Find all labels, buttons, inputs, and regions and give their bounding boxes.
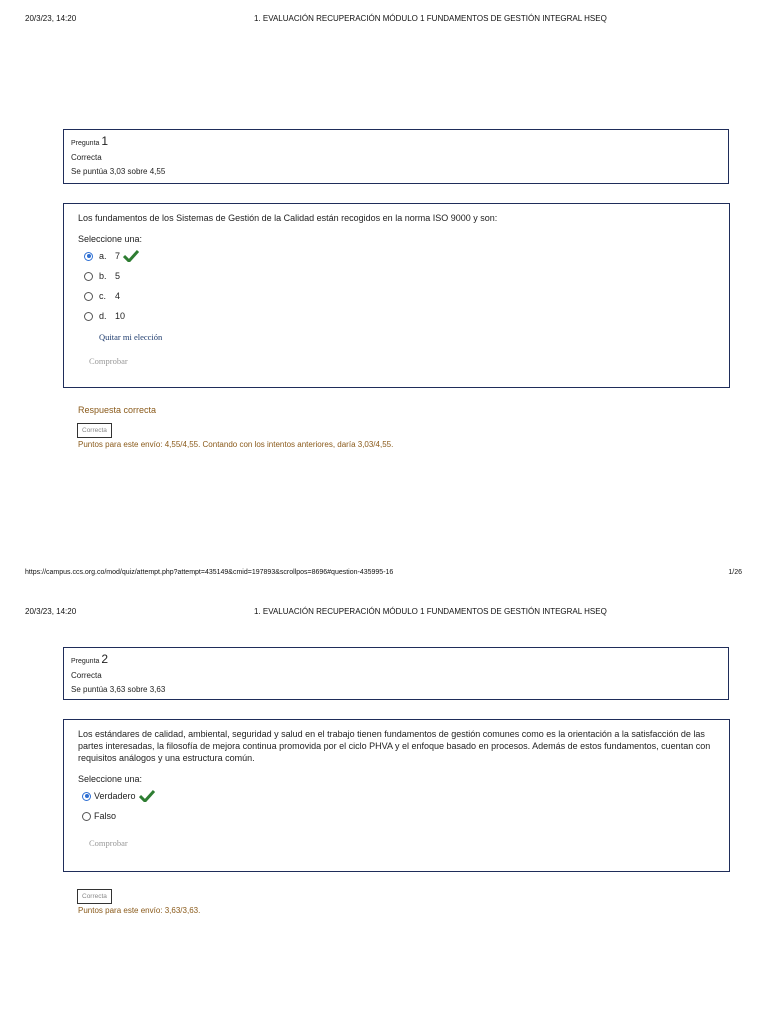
- question-number: [71, 652, 721, 666]
- option-value: 10: [115, 311, 126, 321]
- question-1-content: [63, 203, 730, 388]
- correct-check-icon: [139, 790, 155, 802]
- question-text: Los estándares de calidad, ambiental, seguridad y salud en el trabajo tienen fundamentos de gestión comunes como es la orientación a la satisfacción de las partes interesadas, la filosofía de mejora continua promovida por el ciclo PHVA y el enfoque basado en procesos. Además de estos fundamentos, cuentan con requisitos análogos y una estructura común.: [78, 729, 711, 763]
- select-label: Seleccione una:: [78, 774, 143, 784]
- option-a[interactable]: [84, 246, 715, 266]
- question-2-info: [63, 647, 729, 700]
- question-status: Correcta: [71, 153, 102, 162]
- question-text: Los fundamentos de los Sistemas de Gestión de la Calidad están recogidos en la norma ISO 9000 y son:: [78, 213, 498, 223]
- option-c[interactable]: [84, 286, 715, 306]
- option-value: 7: [115, 251, 121, 261]
- option-true[interactable]: [82, 786, 715, 806]
- question-score: Se puntúa 3,03 sobre 4,55: [71, 167, 166, 176]
- question-score: Se puntúa 3,63 sobre 3,63: [71, 685, 166, 694]
- question-label: Pregunta: [71, 140, 100, 147]
- question-number-value: 1: [101, 134, 109, 148]
- question-status: Correcta: [71, 671, 102, 680]
- select-label: Seleccione una:: [78, 234, 143, 244]
- points-text: Puntos para este envío: 3,63/3,63.: [78, 906, 201, 915]
- option-letter: d.: [99, 311, 107, 321]
- radio-c[interactable]: [84, 292, 93, 301]
- question-1-info: [63, 129, 729, 184]
- print-url: https://campus.ccs.org.co/mod/quiz/attempt.php?attempt=435149&cmid=197893&scrollpos=8696#question-435995-16: [25, 569, 394, 576]
- print-date: 20/3/23, 14:20: [25, 14, 77, 23]
- clear-choice-link[interactable]: Quitar mi elección: [99, 332, 163, 342]
- correct-check-icon: [123, 250, 139, 262]
- question-number-value: 2: [101, 652, 109, 666]
- option-false[interactable]: [82, 806, 715, 826]
- radio-a[interactable]: [84, 252, 93, 261]
- option-d[interactable]: [84, 306, 715, 326]
- radio-true[interactable]: [82, 792, 91, 801]
- grade-badge: Correcta: [77, 423, 112, 438]
- option-value: 5: [115, 271, 121, 281]
- option-letter: b.: [99, 271, 107, 281]
- feedback-text: Respuesta correcta: [78, 405, 157, 415]
- option-letter: c.: [99, 291, 107, 301]
- check-button[interactable]: Comprobar: [89, 838, 128, 848]
- radio-false[interactable]: [82, 812, 91, 821]
- check-button[interactable]: Comprobar: [89, 356, 128, 366]
- question-number: [71, 134, 721, 148]
- option-value: Falso: [94, 811, 117, 821]
- option-value: Verdadero: [94, 791, 136, 801]
- radio-b[interactable]: [84, 272, 93, 281]
- answer-options: [84, 246, 715, 326]
- question-2-content: [63, 719, 730, 872]
- print-title: 1. EVALUACIÓN RECUPERACIÓN MÓDULO 1 FUNDAMENTOS DE GESTIÓN INTEGRAL HSEQ: [254, 14, 607, 23]
- question-label: Pregunta: [71, 658, 100, 665]
- print-footer: [0, 569, 768, 581]
- option-b[interactable]: [84, 266, 715, 286]
- print-title: 1. EVALUACIÓN RECUPERACIÓN MÓDULO 1 FUNDAMENTOS DE GESTIÓN INTEGRAL HSEQ: [254, 607, 607, 616]
- grade-badge: Correcta: [77, 889, 112, 904]
- points-text: Puntos para este envío: 4,55/4,55. Contando con los intentos anteriores, daría 3,03/4,55.: [78, 440, 394, 449]
- print-header-2: [0, 607, 768, 619]
- page-number: 1/26: [728, 569, 742, 576]
- print-date: 20/3/23, 14:20: [25, 607, 77, 616]
- option-letter: a.: [99, 251, 107, 261]
- print-header-1: [0, 14, 768, 26]
- answer-options: [82, 786, 715, 826]
- option-value: 4: [115, 291, 121, 301]
- radio-d[interactable]: [84, 312, 93, 321]
